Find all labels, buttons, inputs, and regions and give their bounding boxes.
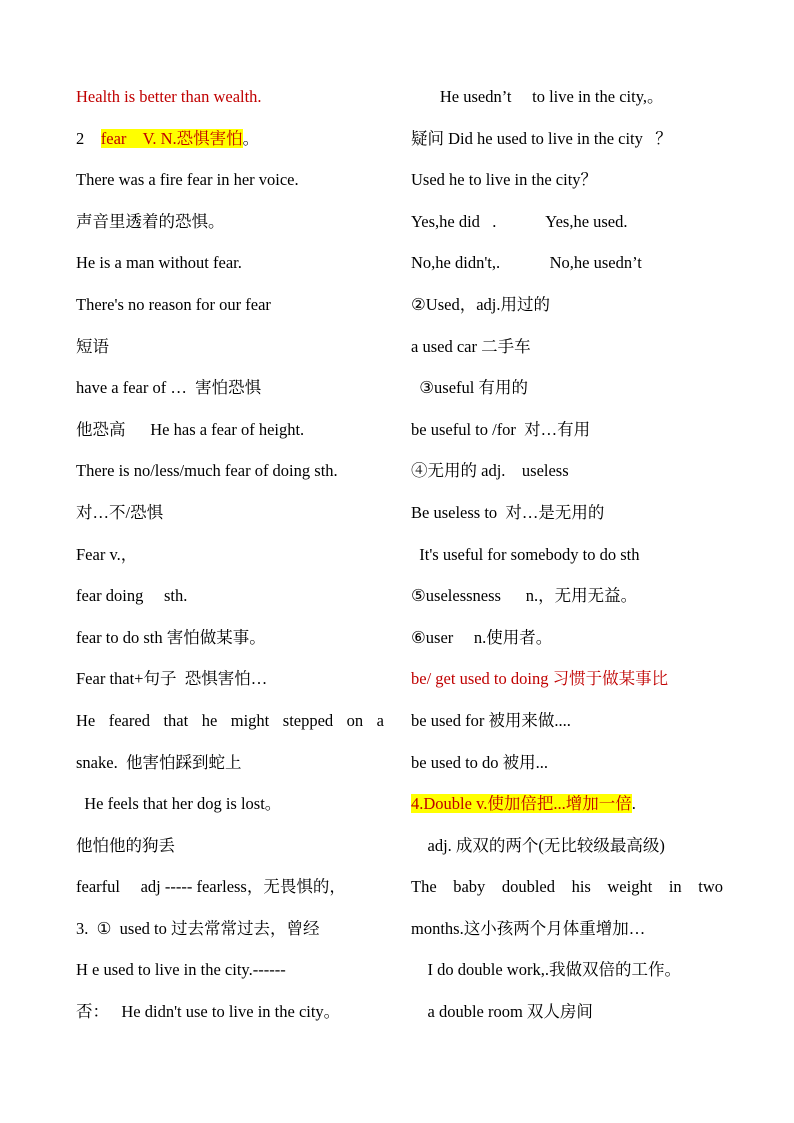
text-segment: a double room 双人房间 — [411, 1002, 593, 1022]
right-text-line — [411, 84, 723, 126]
text-segment: months.这小孩两个月体重增加… — [411, 918, 646, 938]
left-text-line — [76, 999, 384, 1041]
text-segment: I do double work,.我做双倍的工作。 — [411, 960, 681, 980]
right-text-line — [411, 209, 723, 251]
text-segment: ④无用的 adj. useless — [411, 461, 569, 481]
left-text-line — [76, 625, 384, 667]
text-segment: a used car 二手车 — [411, 336, 531, 356]
left-text-line — [76, 167, 384, 209]
left-text-line — [76, 583, 384, 625]
text-segment: be used to do 被用... — [411, 752, 549, 772]
text-segment: fear to do sth 害怕做某事。 — [76, 627, 266, 647]
left-text-line — [76, 957, 384, 999]
right-text-line — [411, 874, 723, 916]
text-segment: ②Used，adj.用过的 — [411, 294, 550, 314]
right-text-line — [411, 833, 723, 875]
text-segment: There was a fire fear in her voice. — [76, 170, 299, 190]
left-text-line — [76, 84, 384, 126]
left-text-line — [76, 708, 384, 750]
left-text-line — [76, 916, 384, 958]
left-text-line — [76, 874, 384, 916]
text-segment: 短语 — [76, 336, 109, 356]
text-segment: 。 — [242, 128, 260, 148]
text-segment: 否： He didn't use to live in the city。 — [76, 1002, 341, 1022]
text-segment: 对…不/恐惧 — [76, 502, 164, 522]
right-text-line — [411, 750, 723, 792]
left-text-line — [76, 458, 384, 500]
text-segment: The baby doubled his weight in two — [411, 877, 723, 897]
text-segment: Fear that+句子 恐惧害怕… — [76, 669, 268, 689]
text-segment: 疑问 Did he used to live in the city ？ — [411, 128, 672, 148]
left-text-line — [76, 209, 384, 251]
left-text-line — [76, 126, 384, 168]
text-segment: fear doing sth. — [76, 586, 188, 606]
left-text-line — [76, 750, 384, 792]
text-segment: fearful adj ----- fearless，无畏惧的， — [76, 877, 346, 897]
text-segment: He usedn’t to live in the city,。 — [411, 87, 664, 106]
text-segment: Be useless to 对…是无用的 — [411, 502, 605, 522]
right-text-line — [411, 250, 723, 292]
left-text-line — [76, 334, 384, 376]
left-text-line — [76, 250, 384, 292]
right-text-line — [411, 999, 723, 1041]
text-segment: . — [631, 794, 636, 814]
right-text-line — [411, 458, 723, 500]
text-segment: There's no reason for our fear — [76, 294, 271, 314]
text-segment: He is a man without fear. — [76, 253, 242, 273]
right-text-line — [411, 583, 723, 625]
text-segment: 3. ① used to 过去常常过去，曾经 — [76, 918, 320, 938]
right-text-line — [411, 375, 723, 417]
right-column — [411, 84, 723, 1041]
text-segment: Health is better than wealth. — [76, 87, 262, 106]
text-segment: ⑤uselessness n.，无用无益。 — [411, 586, 638, 606]
right-text-line — [411, 666, 723, 708]
left-text-line — [76, 292, 384, 334]
left-text-line — [76, 666, 384, 708]
text-segment: He feared that he might stepped on a — [76, 710, 384, 730]
text-segment: 他恐高 He has a fear of height. — [76, 419, 305, 439]
right-text-line — [411, 334, 723, 376]
right-text-line — [411, 916, 723, 958]
right-text-line — [411, 791, 723, 833]
text-segment: He feels that her dog is lost。 — [76, 794, 282, 814]
right-text-line — [411, 542, 723, 584]
text-segment: be used for 被用来做.... — [411, 710, 571, 730]
right-text-line — [411, 708, 723, 750]
text-segment: Fear v.， — [76, 544, 138, 564]
right-text-line — [411, 417, 723, 459]
text-segment: adj. 成双的两个(无比较级最高级) — [411, 835, 665, 855]
right-text-line — [411, 500, 723, 542]
left-column — [76, 84, 384, 1041]
right-text-line — [411, 625, 723, 667]
text-segment: be useful to /for 对…有用 — [411, 419, 591, 439]
left-text-line — [76, 791, 384, 833]
right-text-line — [411, 957, 723, 999]
text-segment: 2 — [76, 128, 101, 148]
text-segment: Used he to live in the city？ — [411, 170, 598, 190]
left-text-line — [76, 833, 384, 875]
text-segment: snake. 他害怕踩到蛇上 — [76, 752, 242, 772]
text-segment: 他怕他的狗丢 — [76, 835, 175, 855]
text-segment: 声音里透着的恐惧。 — [76, 211, 225, 231]
text-segment: ③useful 有用的 — [411, 378, 528, 398]
right-text-line — [411, 292, 723, 334]
text-segment: There is no/less/much fear of doing sth. — [76, 461, 338, 481]
text-segment: Yes,he did . Yes,he used. — [411, 211, 628, 231]
left-text-line — [76, 375, 384, 417]
text-segment: 4.Double v.使加倍把...增加一倍 — [411, 794, 632, 814]
text-segment: No,he didn't,. No,he usedn’t — [411, 253, 642, 273]
left-text-line — [76, 542, 384, 584]
left-text-line — [76, 500, 384, 542]
text-segment: It's useful for somebody to do sth — [411, 544, 640, 564]
text-segment: H e used to live in the city.------ — [76, 960, 286, 980]
text-segment: have a fear of … 害怕恐惧 — [76, 378, 262, 398]
right-text-line — [411, 126, 723, 168]
right-text-line — [411, 167, 723, 209]
text-segment: be/ get used to doing 习惯于做某事比 — [411, 669, 669, 689]
left-text-line — [76, 417, 384, 459]
text-segment: ⑥user n.使用者。 — [411, 627, 553, 647]
text-segment: fear V. N.恐惧害怕 — [100, 128, 243, 148]
